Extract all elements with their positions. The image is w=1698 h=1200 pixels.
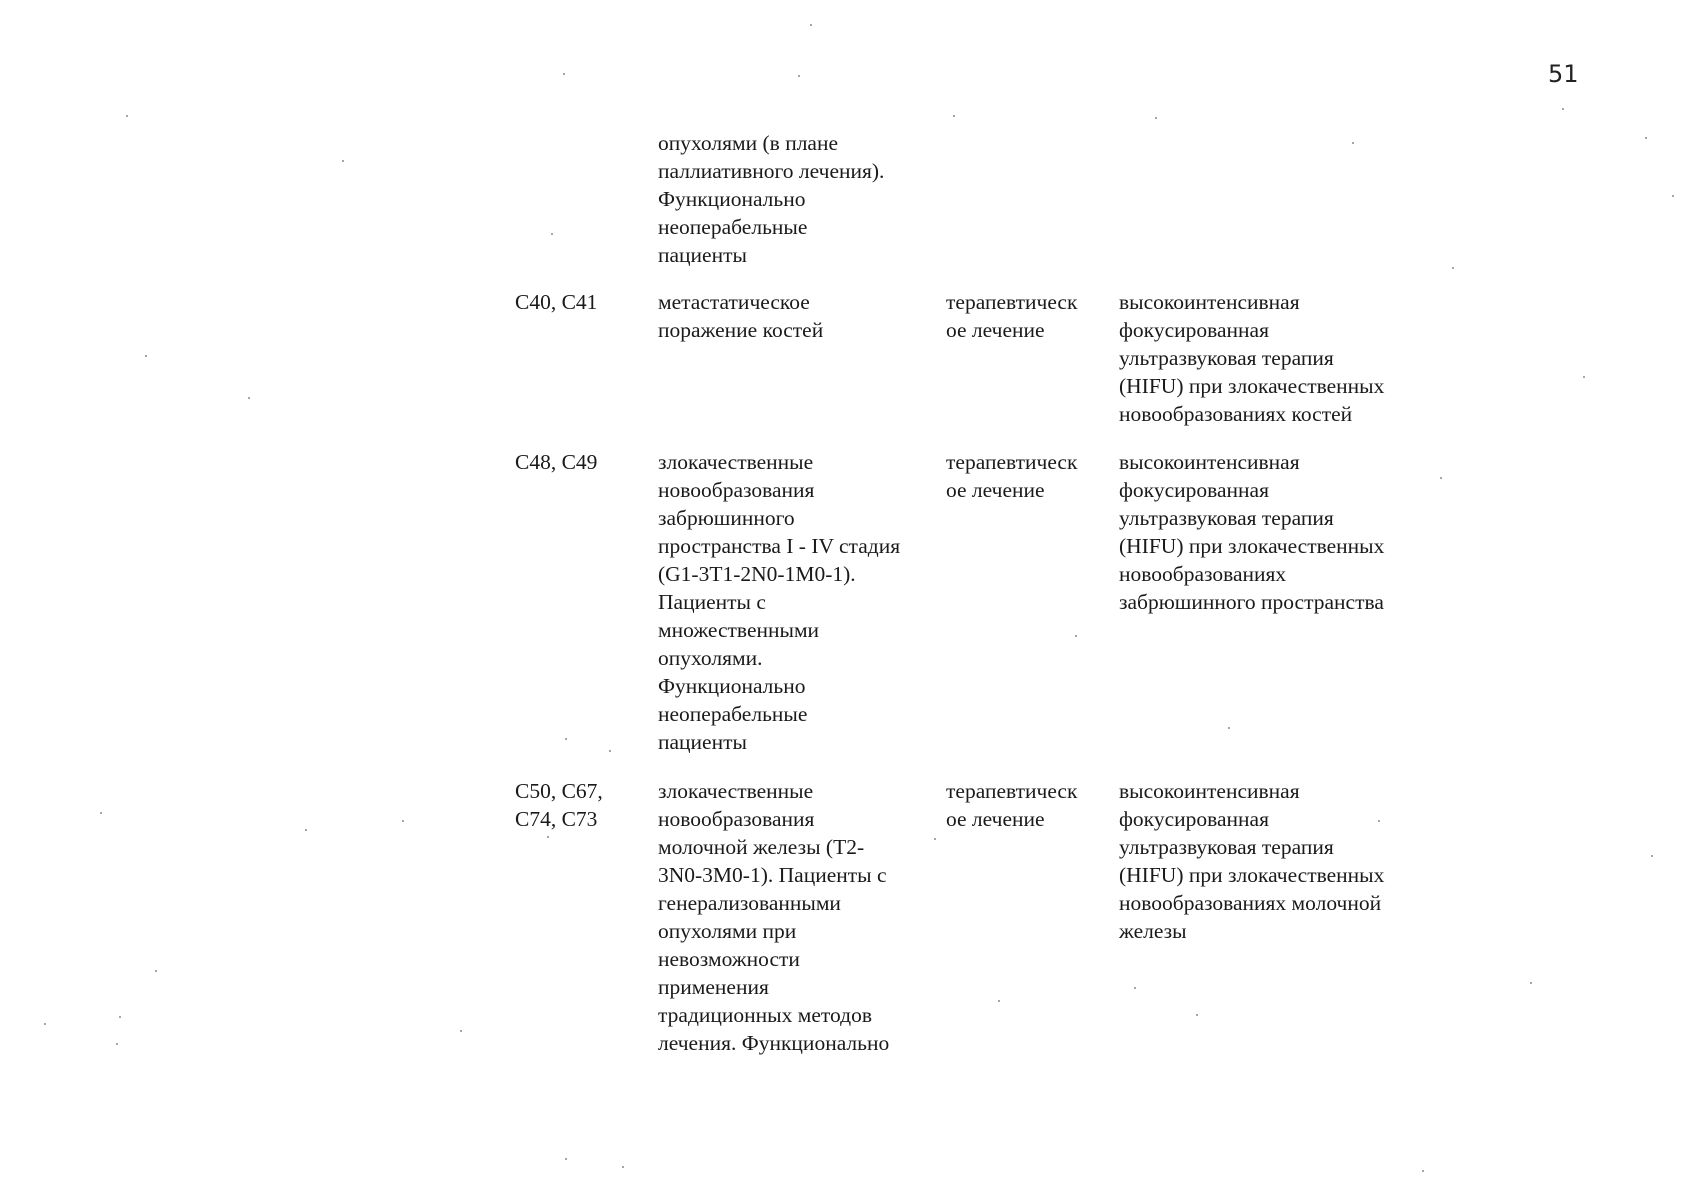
scan-speck: [1452, 267, 1454, 269]
scan-speck: [1352, 142, 1354, 144]
scan-speck: [1651, 855, 1653, 857]
method-cell: высокоинтенсивная фокусированная ультразвуковая терапия (HIFU) при злокачественных новообразованиях костей: [1119, 290, 1385, 426]
scan-speck: [119, 1016, 121, 1018]
scan-speck: [1075, 635, 1077, 637]
diagnosis-cell: злокачественные новообразования молочной железы (T2- 3N0-3M0-1). Пациенты с генерализованными опухолями при невозможности применения традиционных методов лечения. Функционально: [658, 779, 890, 1055]
diagnosis-cell: злокачественные новообразования забрюшинного пространства I - IV стадия (G1-3T1-2N0-1M0-1). Пациенты с множественными опухолями. Функционально неоперабельные пациенты: [658, 450, 901, 754]
code-cell: C50, C67, C74, C73: [515, 779, 603, 831]
treatment-type-cell: терапевтическ ое лечение: [946, 290, 1078, 342]
scan-speck: [145, 355, 147, 357]
scan-speck: [126, 115, 128, 117]
page-number: 51: [1548, 60, 1579, 88]
scan-speck: [1228, 727, 1230, 729]
scan-speck: [622, 1166, 624, 1168]
scan-speck: [1645, 137, 1647, 139]
scan-speck: [116, 1043, 118, 1045]
scan-speck: [460, 1030, 462, 1032]
scan-speck: [155, 970, 157, 972]
scan-speck: [810, 24, 812, 26]
scan-speck: [100, 812, 102, 814]
scan-speck: [565, 738, 567, 740]
scan-speck: [565, 1158, 567, 1160]
scan-speck: [563, 73, 565, 75]
treatment-type-cell: терапевтическ ое лечение: [946, 450, 1078, 502]
diagnosis-cell: метастатическое поражение костей: [658, 290, 824, 342]
scan-speck: [1378, 820, 1380, 822]
scan-speck: [551, 233, 553, 235]
scan-speck: [248, 397, 250, 399]
scan-speck: [1440, 477, 1442, 479]
scan-speck: [44, 1023, 46, 1025]
scan-speck: [305, 829, 307, 831]
scan-speck: [953, 115, 955, 117]
scan-speck: [402, 820, 404, 822]
method-cell: высокоинтенсивная фокусированная ультразвуковая терапия (HIFU) при злокачественных новообразованиях забрюшинного пространства: [1119, 450, 1385, 614]
scan-speck: [342, 160, 344, 162]
code-cell: C48, C49: [515, 450, 598, 474]
scan-speck: [1134, 987, 1136, 989]
scan-speck: [1583, 376, 1585, 378]
continuation-diagnosis-cell: опухолями (в плане паллиативного лечения). Функционально неоперабельные пациенты: [658, 131, 885, 267]
treatment-type-cell: терапевтическ ое лечение: [946, 779, 1078, 831]
scan-speck: [934, 838, 936, 840]
scan-speck: [1155, 117, 1157, 119]
scan-speck: [1530, 982, 1532, 984]
method-cell: высокоинтенсивная фокусированная ультразвуковая терапия (HIFU) при злокачественных новообразованиях молочной железы: [1119, 779, 1385, 943]
scan-speck: [609, 750, 611, 752]
scan-speck: [1672, 195, 1674, 197]
scan-speck: [1196, 1014, 1198, 1016]
scan-speck: [798, 75, 800, 77]
scan-speck: [998, 1000, 1000, 1002]
code-cell: C40, C41: [515, 290, 598, 314]
scan-speck: [1422, 1170, 1424, 1172]
scan-speck: [1562, 108, 1564, 110]
scan-speck: [547, 836, 549, 838]
